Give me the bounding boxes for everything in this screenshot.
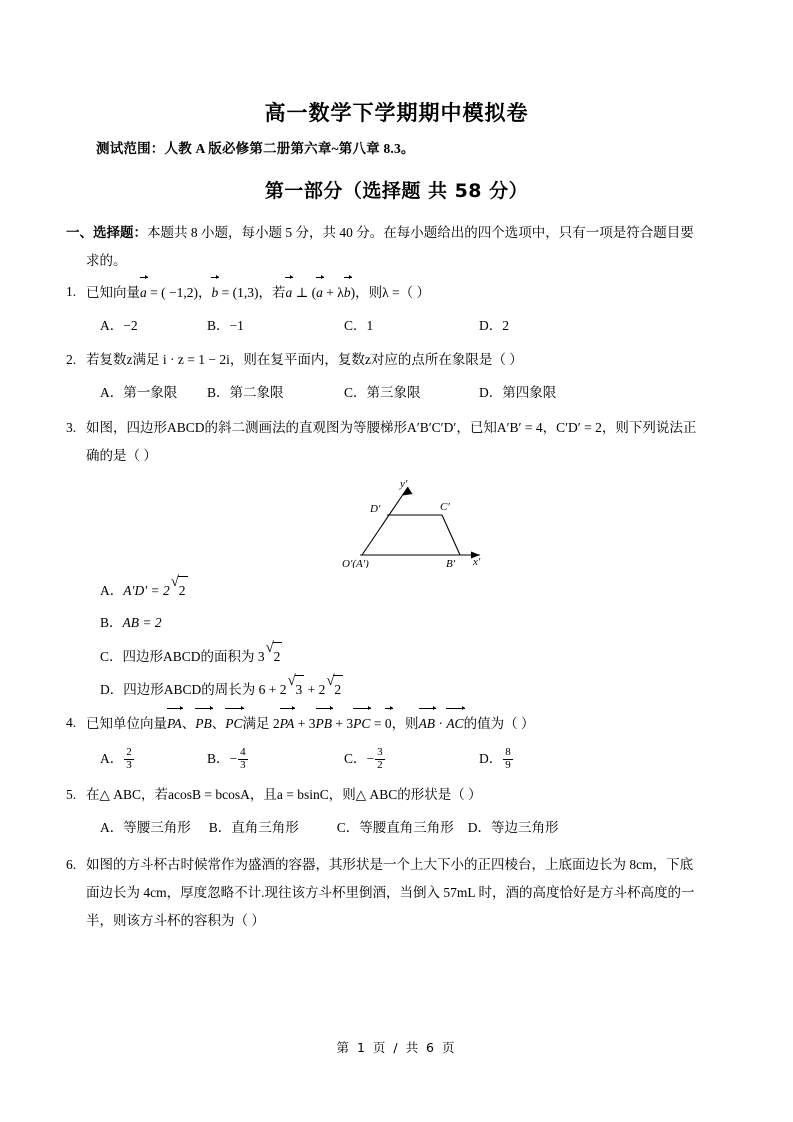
question-4-tail: 的值为（ ） (463, 716, 535, 731)
question-5-text: 在△ ABC，若acosB = bcosA，且a = bsinC，则△ ABC的形状是（ ） (86, 787, 482, 802)
option-4-B[interactable]: B．− $\frac{4}{3}$ (207, 746, 246, 772)
vector-pb: PB (195, 709, 212, 738)
vector-pb-2: PB (316, 709, 333, 738)
segment-cb (442, 515, 460, 555)
question-4 (66, 709, 730, 777)
fraction-c: $\frac{3}{2}$ (377, 746, 383, 772)
option-3-D-text: 四边形ABCD的周长为 6 + 2 (123, 682, 287, 697)
question-1-stem (66, 278, 730, 307)
label-x-axis: x′ (473, 556, 481, 568)
label-d-prime: D′ (370, 503, 381, 515)
fraction-a: $\frac{2}{3}$ (126, 746, 132, 772)
vector-a-3: a (316, 278, 323, 307)
vector-pa: PA (167, 709, 182, 738)
trapezoid-diagram-svg (340, 468, 495, 568)
option-3-C[interactable]: C．四边形ABCD的面积为 3 √ 2 (66, 642, 730, 675)
section-instructions-line2: 求的。 (86, 253, 127, 268)
option-3-A-text: A′D′ = 2 (123, 583, 170, 598)
page-title: 高一数学下学期期中模拟卷 (264, 101, 529, 125)
option-4-C[interactable]: C．− $\frac{3}{2}$ (344, 746, 383, 772)
question-3-stem (66, 414, 730, 470)
fraction-b: $\frac{4}{3}$ (240, 746, 246, 772)
option-1-A[interactable]: A．−2 (100, 318, 138, 333)
question-1-tail: )，则λ =（ ） (350, 285, 430, 300)
label-c-prime: C′ (440, 501, 450, 513)
question-6-text-line3: 半，则该方斗杯的容积为（ ） (86, 913, 265, 928)
option-3-C-text: 四边形ABCD的面积为 3 (122, 649, 265, 664)
option-3-D[interactable]: D．四边形ABCD的周长为 6 + 2 √ 3 + 2 √ 2 (66, 675, 730, 708)
question-5 (66, 781, 730, 842)
question-4-stem: 4. 已知单位向量PA、PB、PC满足 2PA + 3PB + 3PC = 0，则AB · AC的值为（ ） (66, 709, 730, 738)
option-2-D[interactable]: D．第四象限 (479, 385, 557, 400)
question-6-text-line1: 如图的方斗杯古时候常作为盛酒的容器，其形状是一个上大下小的正四棱台，上底面边长为 8cm，下底 (86, 857, 694, 872)
option-1-C[interactable]: C．1 (344, 318, 374, 333)
vector-b-2: b (344, 278, 351, 307)
option-1-D[interactable]: D．2 (479, 318, 509, 333)
question-1-lead: 已知向量 (86, 285, 140, 300)
option-2-B[interactable]: B．第二象限 (207, 385, 284, 400)
vector-a: a (140, 278, 147, 307)
label-origin-a-prime: O′(A′) (342, 558, 369, 568)
question-2-options (66, 379, 730, 407)
label-b-prime: B′ (446, 558, 456, 568)
question-6-stem (66, 851, 730, 935)
question-5-stem (66, 781, 730, 809)
question-6-text-line2: 面边长为 4cm，厚度忽略不计.现往该方斗杯里倒酒，当倒入 57mL 时，酒的高度恰好是方斗杯高度的一 (86, 885, 695, 900)
sqrt-icon-a: √ 2 (171, 576, 188, 605)
section-instructions-line1: 本题共 8 小题，每小题 5 分，共 40 分。在每小题给出的四个选项中，只有一项是符合题目要 (147, 225, 694, 240)
vector-pa-2: PA (280, 709, 295, 738)
sqrt-icon-d2: √ 2 (326, 675, 343, 704)
question-1-eq2: = (1,3)，若 (218, 285, 286, 300)
option-4-A[interactable]: A． $\frac{2}{3}$ (100, 746, 132, 772)
vector-ab: AB (419, 709, 436, 738)
question-3-options (66, 576, 730, 708)
vector-b: b (211, 278, 218, 307)
sqrt-icon-c: √ 2 (266, 642, 283, 671)
question-1-plus: + λ (322, 285, 344, 300)
part-one-heading: 第一部分（选择题 共 58 分） (264, 180, 529, 202)
vector-pc-2: PC (353, 709, 370, 738)
option-4-D[interactable]: D． $\frac{8}{9}$ (479, 746, 511, 772)
vector-pc: PC (225, 709, 242, 738)
option-2-A[interactable]: A．第一象限 (100, 385, 178, 400)
question-3 (66, 414, 730, 470)
question-6-number: 6. (66, 857, 77, 872)
question-5-number: 5. (66, 787, 77, 802)
question-4-options (66, 745, 730, 777)
question-1-perp: ⊥ ( (292, 285, 317, 300)
vector-a-2: a (285, 278, 292, 307)
vector-ac: AC (446, 709, 463, 738)
option-5-D[interactable]: D．等边三角形 (467, 820, 559, 835)
section-label: 一、选择题： (66, 225, 147, 240)
question-5-options (66, 814, 730, 842)
question-1-options (66, 312, 730, 340)
label-y-axis: y′ (400, 478, 408, 490)
question-1-number: 1. (66, 284, 77, 299)
option-2-C[interactable]: C．第三象限 (344, 385, 421, 400)
option-5-B[interactable]: B．直角三角形 (208, 820, 299, 835)
option-5-C[interactable]: C．等腰直角三角形 (336, 820, 454, 835)
test-scope-line (96, 137, 415, 157)
question-4-number: 4. (66, 715, 77, 730)
question-6 (66, 851, 730, 935)
vector-zero: 0 (385, 709, 392, 738)
option-3-B-text: AB = 2 (122, 615, 162, 630)
question-2-text: 若复数z满足 i · z = 1 − 2i，则在复平面内，复数z对应的点所在象限是（ ） (86, 352, 523, 367)
fraction-d: $\frac{8}{9}$ (505, 746, 511, 772)
question-2-stem (66, 346, 730, 374)
question-3-text-line1: 如图，四边形ABCD的斜二测画法的直观图为等腰梯形A′B′C′D′，已知A′B′ = 4，C′D′ = 2，则下列说法正 (86, 420, 697, 435)
question-3-figure (340, 468, 495, 568)
question-2-number: 2. (66, 352, 77, 367)
page-footer: 第 1 页 / 共 6 页 (336, 1040, 457, 1055)
test-scope-label: 测试范围： (96, 141, 165, 156)
question-4-lead: 已知单位向量 (86, 716, 167, 731)
test-scope-value: 人教 A 版必修第二册第六章~第八章 8.3。 (164, 141, 415, 156)
option-1-B[interactable]: B．−1 (207, 318, 244, 333)
question-3-text-line2: 确的是（ ） (86, 448, 157, 463)
question-1 (66, 278, 730, 340)
question-2 (66, 346, 730, 407)
question-1-eq1: = ( −1,2)， (146, 285, 212, 300)
y-axis-line (362, 487, 408, 555)
section-instructions (66, 219, 730, 275)
sqrt-icon-d1: √ 3 (288, 675, 305, 704)
option-5-A[interactable]: A．等腰三角形 (100, 820, 191, 835)
option-3-A[interactable]: A．A′D′ = 2 √ 2 (66, 576, 730, 609)
question-3-number: 3. (66, 420, 77, 435)
option-3-B[interactable]: B．AB = 2 (100, 615, 162, 630)
